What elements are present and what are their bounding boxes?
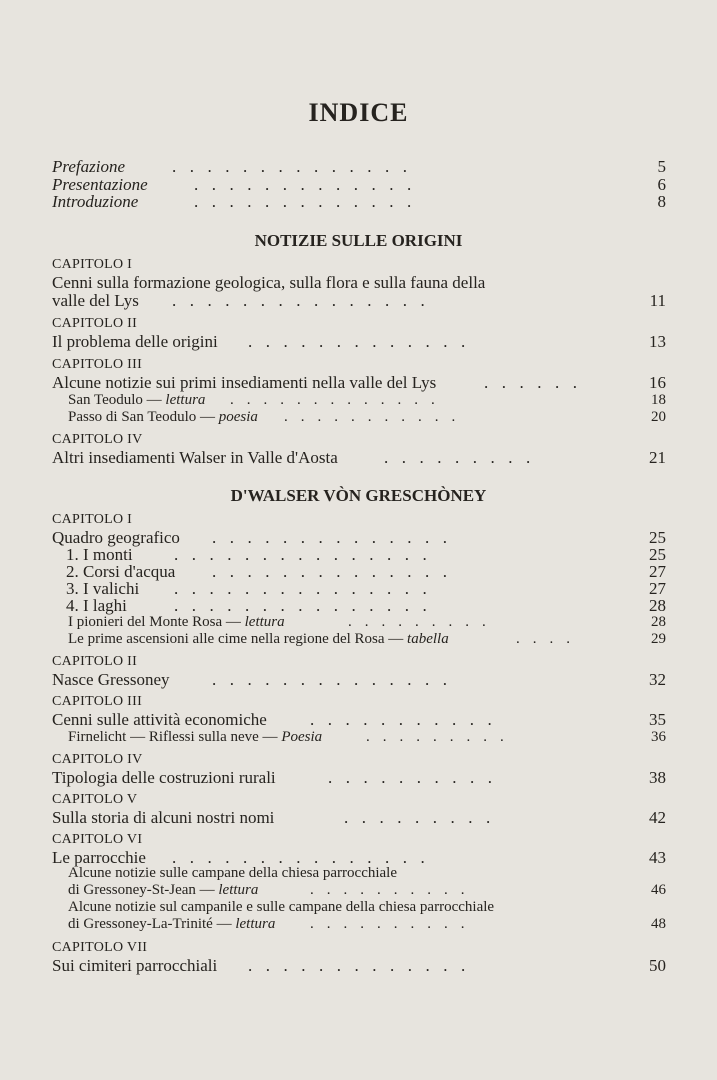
chapter-label: CAPITOLO VII: [52, 940, 148, 955]
page-number: 36: [651, 729, 666, 745]
toc-entry: Le parrocchie ............... 43: [52, 848, 666, 867]
toc-entry: Nasce Gressoney .............. 32: [52, 670, 666, 689]
page-number: 35: [649, 710, 666, 729]
toc-subentry: I pionieri del Monte Rosa — lettura ......... 28: [68, 614, 666, 630]
toc-subentry: 4. I laghi ............... 28: [66, 596, 666, 615]
toc-subentry: di Gressoney-St-Jean — lettura .......... 46: [68, 882, 666, 898]
page-number: 42: [649, 808, 666, 827]
page-number: 32: [649, 670, 666, 689]
entry-title: di Gressoney-La-Trinité — lettura: [68, 916, 276, 932]
entry-title: valle del Lys: [52, 291, 139, 310]
entry-title: 3. I valichi: [66, 579, 140, 598]
toc-entry: Il problema delle origini ............. 13: [52, 332, 666, 351]
entry-title: Quadro geografico: [52, 528, 180, 547]
toc-entry: Tipologia delle costruzioni rurali .......... 38: [52, 768, 666, 787]
toc-entry: Alcune notizie sui primi insediamenti nella valle del Lys ...... 16: [52, 373, 666, 392]
entry-title: Presentazione: [52, 175, 148, 194]
page-number: 50: [649, 956, 666, 975]
toc-entry-prefazione: Prefazione .............. 5: [52, 157, 666, 176]
entry-title: Firnelicht — Riflessi sulla neve — Poesia: [68, 729, 323, 745]
page-number: 27: [649, 562, 666, 581]
toc-entry: Quadro geografico .............. 25: [52, 528, 666, 547]
entry-title: Le parrocchie: [52, 848, 146, 867]
page-number: 48: [651, 916, 666, 932]
toc-subentry: Firnelicht — Riflessi sulla neve — Poesia ......... 36: [68, 729, 666, 745]
toc-subentry: 1. I monti ............... 25: [66, 545, 666, 564]
toc-entry-presentazione: Presentazione ............. 6: [52, 175, 666, 194]
entry-title: Nasce Gressoney: [52, 670, 170, 689]
entry-title: Altri insediamenti Walser in Valle d'Aosta: [52, 448, 338, 467]
toc-entry: Sui cimiteri parrocchiali ............. 50: [52, 956, 666, 975]
page-number: 43: [649, 848, 666, 867]
toc-entry: Sulla storia di alcuni nostri nomi ......... 42: [52, 808, 666, 827]
toc-subentry: Passo di San Teodulo — poesia ........... 20: [68, 409, 666, 425]
toc-subentry-line: Alcune notizie sul campanile e sulle campane della chiesa parrocchiale: [68, 899, 495, 915]
page-number: 28: [651, 614, 666, 630]
chapter-label: CAPITOLO II: [52, 316, 138, 331]
entry-title: 1. I monti: [66, 545, 133, 564]
page-number: 18: [651, 392, 666, 408]
entry-title: di Gressoney-St-Jean — lettura: [68, 882, 259, 898]
chapter-label: CAPITOLO II: [52, 654, 138, 669]
toc-subentry: di Gressoney-La-Trinité — lettura .......... 48: [68, 916, 666, 932]
toc-entry: valle del Lys ............... 11: [52, 291, 666, 310]
entry-title: I pionieri del Monte Rosa — lettura: [68, 614, 285, 630]
chapter-label: CAPITOLO IV: [52, 752, 143, 767]
entry-title: Tipologia delle costruzioni rurali: [52, 768, 276, 787]
chapter-label: CAPITOLO IV: [52, 432, 143, 447]
chapter-label: CAPITOLO VI: [52, 832, 143, 847]
page-number: 8: [657, 192, 666, 211]
entry-title: Sui cimiteri parrocchiali: [52, 956, 218, 975]
toc-entry: Cenni sulle attività economiche ........... 35: [52, 710, 666, 729]
entry-title: Cenni sulle attività economiche: [52, 710, 267, 729]
page-number: 16: [649, 373, 666, 392]
entry-title: San Teodulo — lettura: [68, 392, 206, 408]
index-title: INDICE: [308, 98, 409, 127]
entry-title: Alcune notizie sui primi insediamenti nella valle del Lys: [52, 373, 437, 392]
toc-entry: Altri insediamenti Walser in Valle d'Aosta ......... 21: [52, 448, 666, 467]
toc-subentry: Le prime ascensioni alle cime nella regione del Rosa — tabella .... 29: [68, 631, 666, 647]
entry-title: 2. Corsi d'acqua: [66, 562, 176, 581]
toc-subentry-line: Alcune notizie sulle campane della chiesa parrocchiale: [68, 865, 398, 881]
page-number: 6: [657, 175, 666, 194]
entry-title: Passo di San Teodulo — poesia: [68, 409, 258, 425]
toc-subentry: 2. Corsi d'acqua .............. 27: [66, 562, 666, 581]
chapter-label: CAPITOLO I: [52, 512, 133, 527]
page-number: 29: [651, 631, 666, 647]
page-number: 21: [649, 448, 666, 467]
page-number: 25: [649, 545, 666, 564]
chapter-title-line: Cenni sulla formazione geologica, sulla flora e sulla fauna della: [52, 273, 486, 292]
section-title-origini: NOTIZIE SULLE ORIGINI: [254, 231, 463, 250]
page-number: 5: [657, 157, 666, 176]
page-number: 11: [649, 291, 666, 310]
page-number: 28: [649, 596, 666, 615]
entry-title: Il problema delle origini: [52, 332, 218, 351]
toc-subentry: 3. I valichi ............... 27: [66, 579, 666, 598]
page-number: 27: [649, 579, 666, 598]
toc-subentry: San Teodulo — lettura ............. 18: [68, 392, 666, 408]
page-number: 20: [651, 409, 666, 425]
page-number: 38: [649, 768, 666, 787]
toc-entry-introduzione: Introduzione ............. 8: [52, 192, 666, 211]
entry-title: Prefazione: [52, 157, 126, 176]
entry-title: 4. I laghi: [66, 596, 127, 615]
chapter-label: CAPITOLO I: [52, 257, 133, 272]
chapter-label: CAPITOLO V: [52, 792, 138, 807]
section-title-walser: D'WALSER VÒN GRESCHÒNEY: [230, 486, 487, 505]
page-number: 46: [651, 882, 666, 898]
chapter-label: CAPITOLO III: [52, 694, 143, 709]
page-number: 25: [649, 528, 666, 547]
entry-title: Introduzione: [52, 192, 139, 211]
page-number: 13: [649, 332, 666, 351]
chapter-label: CAPITOLO III: [52, 357, 143, 372]
entry-title: Le prime ascensioni alle cime nella regione del Rosa — tabella: [68, 631, 449, 647]
entry-title: Sulla storia di alcuni nostri nomi: [52, 808, 275, 827]
